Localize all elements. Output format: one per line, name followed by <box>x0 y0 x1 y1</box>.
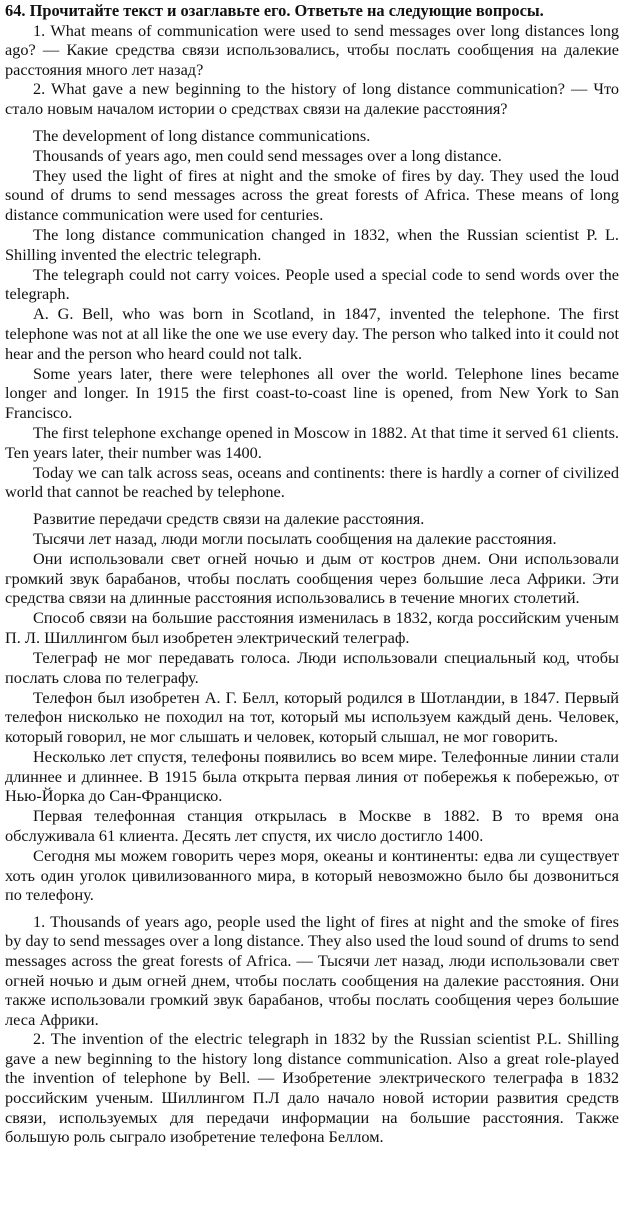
russian-paragraph: Сегодня мы можем говорить через моря, океаны и континенты: едва ли существует хоть один уголок цивилизованного мира, в который невозможно было бы дозвониться по телефону. <box>5 845 619 905</box>
russian-title: Развитие передачи средств связи на далекие расстояния. <box>33 508 425 528</box>
english-title: The development of long distance communications. <box>33 125 371 145</box>
english-paragraph: Today we can talk across seas, oceans and continents: there is hardly a corner of civilized world that cannot be reached by telephone. <box>5 462 619 502</box>
english-paragraph: The first telephone exchange opened in Moscow in 1882. At that time it served 61 clients. Ten years later, their number was 1400. <box>5 422 619 462</box>
answers-block <box>5 912 619 1147</box>
english-paragraph: Some years later, there were telephones all over the world. Telephone lines became longer and longer. In 1915 the first coast-to-coast line is opened, from New York to San Francisco. <box>5 363 619 422</box>
questions-block <box>5 21 619 119</box>
russian-paragraph: Телеграф не мог передавать голоса. Люди использовали специальный код, чтобы послать слова по телеграфу. <box>5 648 619 687</box>
russian-paragraph: Они использовали свет огней ночью и дым от костров днем. Они использовали громкий звук барабанов, чтобы послать сообщения через большие леса Африки. Эти средства связи на длинные расстояния использовались в течение многих столетий. <box>5 549 619 608</box>
russian-paragraph: Тысячи лет назад, люди могли посылать сообщения на далекие расстояния. <box>33 528 557 548</box>
question-1: 1. What means of communication were used to send messages over long distances long ago? — Какие средства связи использовались, чтобы послать сообщения на далекие расстояния много лет назад? <box>5 20 619 79</box>
question-2: 2. What gave a new beginning to the history of long distance communication? — Что стало новым началом истории о средствах связи на далекие расстояния? <box>5 79 619 118</box>
russian-paragraph: Телефон был изобретен А. Г. Белл, который родился в Шотландии, в 1847. Первый телефон нисколько не походил на тот, который мы используем каждый день. Человек, который говорил, не мог слышать и человек, который слышал, не мог говорить. <box>5 687 619 746</box>
english-text-block <box>5 126 619 502</box>
exercise-heading: 64. Прочитайте текст и озаглавьте его. Ответьте на следующие вопросы. <box>5 1 544 20</box>
english-paragraph: A. G. Bell, who was born in Scotland, in 1847, invented the telephone. The first telephone was not at all like the one we use every day. The person who talked into it could not hear and the person who heard could not talk. <box>5 304 619 363</box>
russian-paragraph: Способ связи на большие расстояния изменилась в 1832, когда российским ученым П. Л. Шиллингом был изобретен электрический телеграф. <box>5 608 619 647</box>
english-paragraph: The telegraph could not carry voices. People used a special code to send words over the telegraph. <box>5 264 619 304</box>
answer-2: 2. The invention of the electric telegraph in 1832 by the Russian scientist P.L. Shilling gave a new beginning to the history long distance communication. Also a great role-played the invention of telephone by Bell. — Изобретение электрического телеграфа в 1832 российским ученым. Шиллингом П.Л дало начало новой истории развития средств связи, используемых для передачи информации на большие расстояния. Также большую роль сыграло изобретение телефона Беллом. <box>5 1029 619 1147</box>
answer-1: 1. Thousands of years ago, people used the light of fires at night and the smoke of fires by day to send messages over a long distance. They also used the loud sound of drums to send messages across the great forests of Africa. — Тысячи лет назад, люди использовали свет огней ночью и дым огней днем, чтобы послать сообщения на далекие расстояния. Они также использовали громкий звук барабанов, чтобы послать сообщения через большие леса Африки. <box>5 911 619 1029</box>
textbook-page <box>5 0 619 1147</box>
english-paragraph: Thousands of years ago, men could send messages over a long distance. <box>33 145 502 165</box>
russian-paragraph: Первая телефонная станция открылась в Москве в 1882. В то время она обслуживала 61 клиента. Десять лет спустя, их число достигло 1400. <box>5 806 619 845</box>
english-paragraph: The long distance communication changed in 1832, when the Russian scientist P. L. Shilling invented the electric telegraph. <box>5 225 619 264</box>
russian-text-block <box>5 509 619 905</box>
english-paragraph: They used the light of fires at night and the smoke of fires by day. They used the loud sound of drums to send messages across the great forests of Africa. These means of long distance communication were used for centuries. <box>5 165 619 224</box>
russian-paragraph: Несколько лет спустя, телефоны появились во всем мире. Телефонные линии стали длиннее и длиннее. В 1915 была открыта первая линия от побережья к побережью, от Нью-Йорка до Сан-Франциско. <box>5 746 619 806</box>
